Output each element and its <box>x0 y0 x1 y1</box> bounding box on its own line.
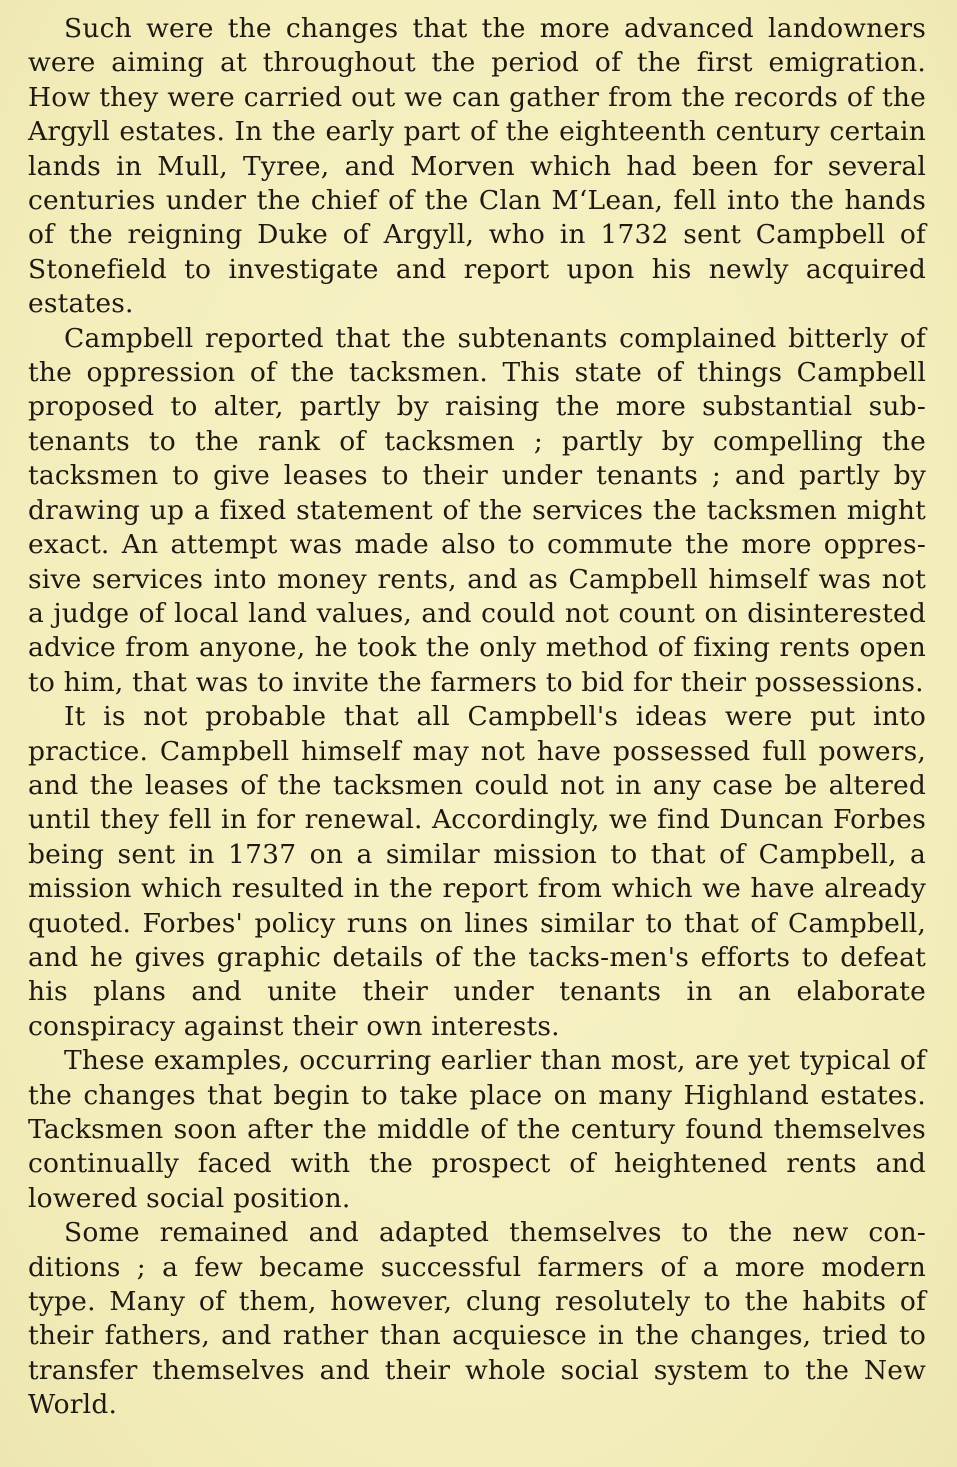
paragraph-1: Such were the changes that the more advanced landowners were aiming at throughout the period of the first emigration. How they were carried out we can gather from the records of the Argyll estates. In the early part of the eighteenth century certain lands in Mull, Tyree, and Morven which had been for several centuries under the chief of the Clan M‘Lean, fell into the hands of the reigning Duke of Argyll, who in 1732 sent Campbell of Stonefield to investigate and report upon his newly acquired estates. <box>28 13 926 320</box>
body-text <box>28 12 926 1423</box>
paragraph-2: Campbell reported that the subtenants complained bitterly of the oppression of the tacksmen. This state of things Campbell proposed to alter, partly by raising the more substantial sub-tenants to the rank of tacksmen ; partly by compelling the tacksmen to give leases to their under tenants ; and partly by drawing up a fixed statement of the services the tacksmen might exact. An attempt was made also to commute the more oppres-sive services into money rents, and as Campbell himself was not a judge of local land values, and could not count on disinterested advice from anyone, he took the only method of fixing rents open to him, that was to invite the farmers to bid for their possessions. <box>28 322 926 698</box>
paragraph-4: These examples, occurring earlier than most, are yet typical of the changes that begin to take place on many Highland estates. Tacksmen soon after the middle of the century found themselves continually faced with the prospect of heightened rents and lowered social position. <box>28 1045 926 1214</box>
paragraph-3: It is not probable that all Campbell's ideas were put into practice. Campbell himself may not have possessed full powers, and the leases of the tacksmen could not in any case be altered until they fell in for renewal. Accordingly, we find Duncan Forbes being sent in 1737 on a similar mission to that of Campbell, a mission which resulted in the report from which we have already quoted. Forbes' policy runs on lines similar to that of Campbell, and he gives graphic details of the tacks-men's efforts to defeat his plans and unite their under tenants in an elaborate conspiracy against their own interests. <box>28 701 926 1042</box>
paragraph-5: Some remained and adapted themselves to the new con-ditions ; a few became successful farmers of a more modern type. Many of them, however, clung resolutely to the habits of their fathers, and rather than acquiesce in the changes, tried to transfer themselves and their whole social system to the New World. <box>28 1217 926 1421</box>
